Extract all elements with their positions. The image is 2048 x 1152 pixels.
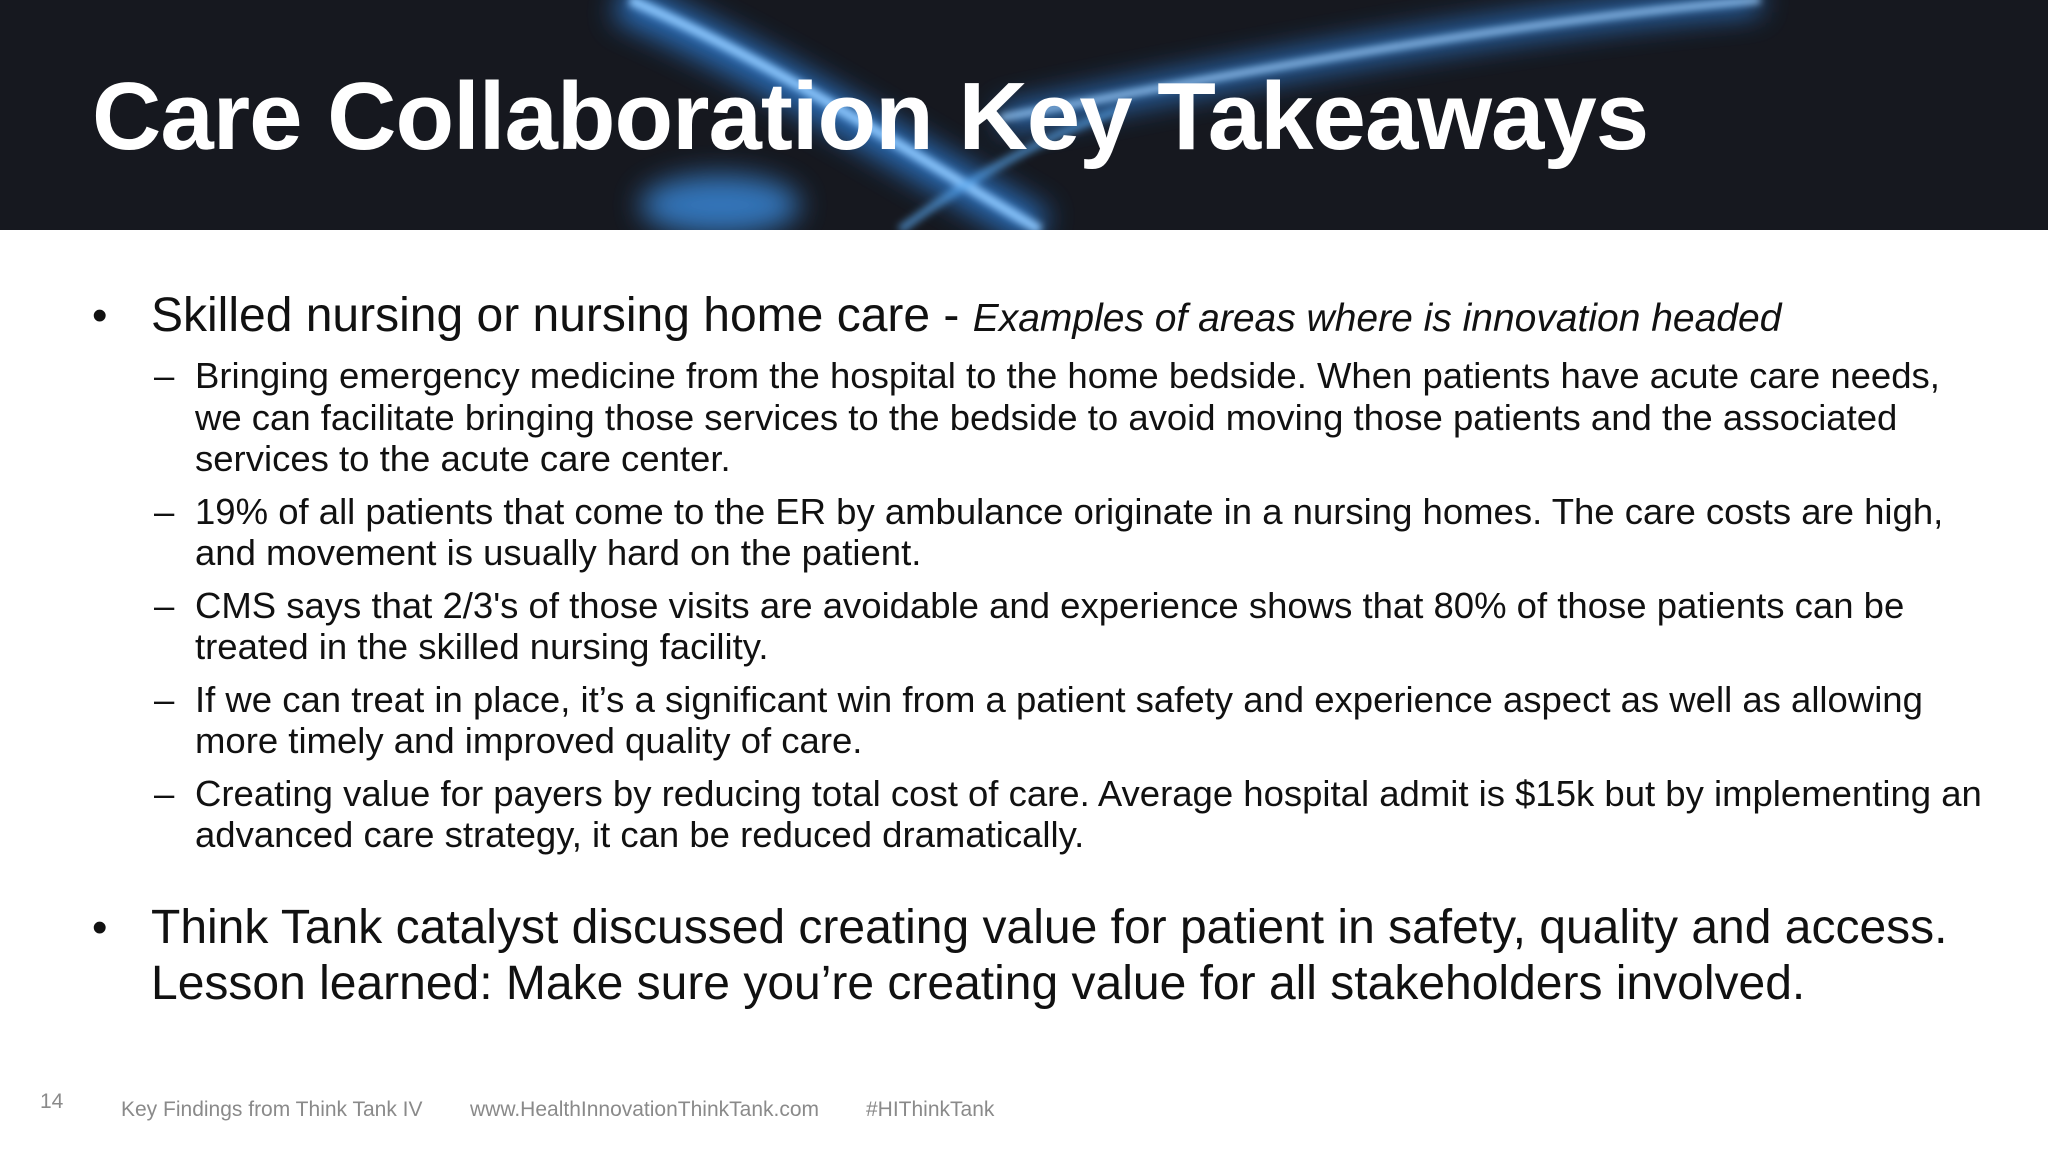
sub-bullet <box>92 679 1992 762</box>
sub-bullet <box>92 491 1992 574</box>
dash-marker: – <box>154 678 175 720</box>
sub-bullet-text: 19% of all patients that come to the ER by ambulance originate in a nursing homes. The care costs are high, and movement is usually hard on the patient. <box>195 490 1944 573</box>
sub-bullet-text: Bringing emergency medicine from the hospital to the home bedside. When patients have acute care needs, we can facilitate bringing those services to the bedside to avoid moving those patients and the associated services to the acute care center. <box>195 355 1940 479</box>
bullet-emphasis: Examples of areas where is innovation headed <box>972 297 1782 340</box>
bullet-text: Skilled nursing or nursing home care - <box>151 289 973 342</box>
footer-label: Key Findings from Think Tank IV <box>121 1098 423 1121</box>
footer-hashtag: #HIThinkTank <box>866 1098 995 1121</box>
sub-bullet <box>92 773 1992 856</box>
bullet-skilled-nursing <box>92 288 1992 856</box>
bullet-dot: • <box>92 291 108 340</box>
sub-bullet-text: CMS says that 2/3's of those visits are avoidable and experience shows that 80% of those patients can be treated in the skilled nursing facility. <box>195 584 1905 667</box>
dash-marker: – <box>154 490 175 532</box>
header-banner <box>0 0 2048 230</box>
dash-marker: – <box>154 584 175 626</box>
dash-marker: – <box>154 772 175 814</box>
bullet-dot: • <box>92 902 108 952</box>
slide-title: Care Collaboration Key Takeaways <box>92 63 1649 170</box>
page-number: 14 <box>40 1090 64 1113</box>
sub-bullet-text: Creating value for payers by reducing total cost of care. Average hospital admit is $15k but by implementing an advanced care strategy, it can be reduced dramatically. <box>195 772 1982 855</box>
bullet-think-tank <box>92 900 1992 1012</box>
bullet-text: Think Tank catalyst discussed creating value for patient in safety, quality and access. Lesson learned: Make sure you’re creating value for all stakeholders involved. <box>151 900 1948 1010</box>
sub-bullet-list <box>151 355 1992 856</box>
sub-bullet-text: If we can treat in place, it’s a significant win from a patient safety and experience aspect as well as allowing more timely and improved quality of care. <box>195 678 1923 761</box>
sub-bullet <box>92 355 1992 480</box>
sub-bullet <box>92 585 1992 668</box>
slide-body <box>92 288 1992 1012</box>
dash-marker: – <box>154 355 175 396</box>
footer-url-link[interactable]: www.HealthInnovationThinkTank.com <box>470 1098 820 1121</box>
